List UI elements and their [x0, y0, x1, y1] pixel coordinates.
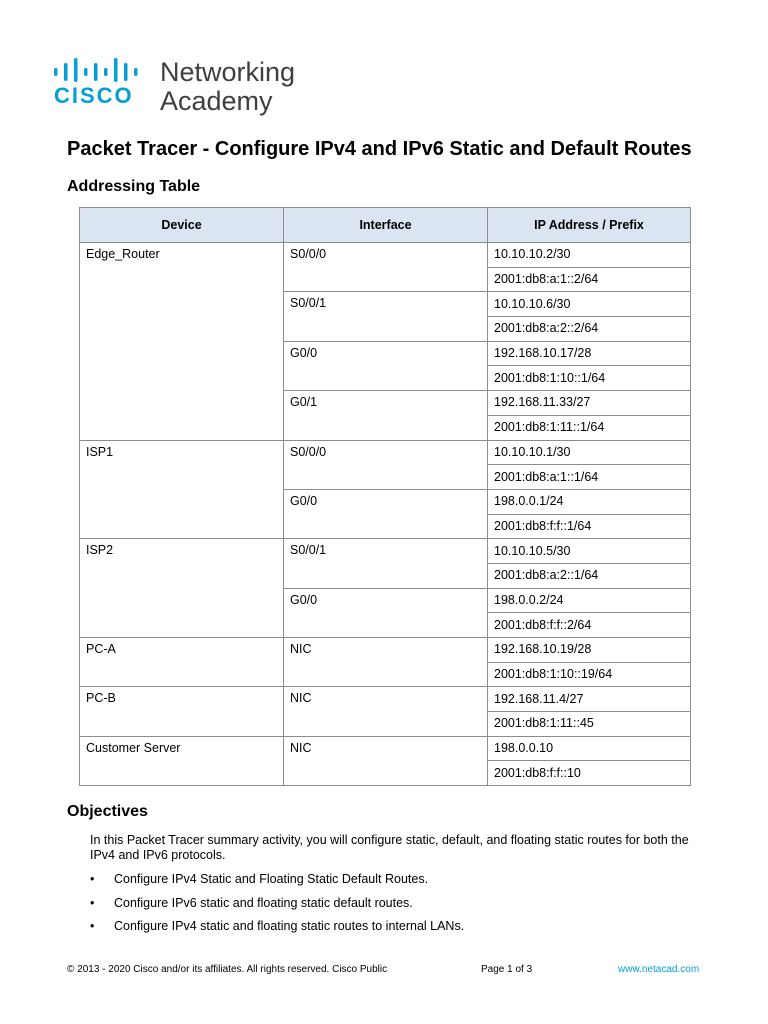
interface-cell: S0/0/0	[284, 243, 488, 292]
ip-address-cell: 2001:db8:a:2::1/64	[488, 563, 691, 588]
ip-address-cell: 192.168.10.17/28	[488, 341, 691, 366]
interface-cell: S0/0/1	[284, 292, 488, 341]
ip-address-cell: 2001:db8:a:1::2/64	[488, 267, 691, 292]
table-row	[80, 687, 691, 712]
table-row	[80, 539, 691, 564]
bullet-icon: •	[90, 872, 95, 886]
addressing-table	[79, 207, 691, 786]
interface-cell: S0/0/0	[284, 440, 488, 489]
footer-page-number: Page 1 of 3	[481, 964, 533, 975]
list-item: • Configure IPv6 static and floating static default routes.	[90, 895, 413, 910]
ip-address-cell: 2001:db8:f:f::2/64	[488, 613, 691, 638]
ip-address-cell: 198.0.0.2/24	[488, 588, 691, 613]
ip-address-cell: 198.0.0.10	[488, 736, 691, 761]
table-row	[80, 638, 691, 663]
ip-address-cell: 192.168.11.4/27	[488, 687, 691, 712]
ip-address-cell: 10.10.10.2/30	[488, 243, 691, 268]
cisco-wordmark: CISCO	[54, 83, 134, 108]
ip-address-cell: 2001:db8:1:11::1/64	[488, 415, 691, 440]
addressing-table-body	[80, 243, 691, 786]
document-title: Packet Tracer - Configure IPv4 and IPv6 Static and Default Routes	[67, 138, 692, 160]
interface-cell: NIC	[284, 638, 488, 687]
ip-address-cell: 2001:db8:f:f::10	[488, 761, 691, 786]
interface-cell: G0/0	[284, 588, 488, 637]
device-cell: PC-B	[80, 687, 284, 736]
bullet-icon: •	[90, 895, 95, 910]
ip-address-cell: 10.10.10.5/30	[488, 539, 691, 564]
ip-address-cell: 2001:db8:1:11::45	[488, 712, 691, 737]
ip-address-cell: 2001:db8:1:10::19/64	[488, 662, 691, 687]
column-header-ip-address: IP Address / Prefix	[488, 208, 691, 243]
table-row	[80, 736, 691, 761]
interface-cell: S0/0/1	[284, 539, 488, 588]
objectives-list	[90, 871, 464, 942]
device-cell: Customer Server	[80, 736, 284, 785]
column-header-interface: Interface	[284, 208, 488, 243]
logo-academy-text: Academy	[160, 86, 273, 116]
addressing-table-heading: Addressing Table	[67, 178, 201, 195]
interface-cell: G0/0	[284, 341, 488, 390]
ip-address-cell: 192.168.11.33/27	[488, 391, 691, 416]
ip-address-cell: 2001:db8:a:2::2/64	[488, 317, 691, 342]
ip-address-cell: 198.0.0.1/24	[488, 489, 691, 514]
table-row	[80, 243, 691, 268]
interface-cell: NIC	[284, 736, 488, 785]
list-item: • Configure IPv4 Static and Floating Static Default Routes.	[90, 872, 429, 886]
interface-cell: NIC	[284, 687, 488, 736]
objectives-intro: In this Packet Tracer summary activity, you will configure static, default, and floating static routes for both the IPv4 and IPv6 protocols.	[90, 833, 689, 862]
column-header-device: Device	[80, 208, 284, 243]
device-cell: ISP2	[80, 539, 284, 638]
bullet-icon: •	[90, 919, 95, 933]
cisco-bars-icon	[54, 58, 148, 82]
table-row	[80, 440, 691, 465]
ip-address-cell: 2001:db8:1:10::1/64	[488, 366, 691, 391]
ip-address-cell: 10.10.10.6/30	[488, 292, 691, 317]
ip-address-cell: 10.10.10.1/30	[488, 440, 691, 465]
ip-address-cell: 2001:db8:a:1::1/64	[488, 465, 691, 490]
list-item: • Configure IPv4 static and floating static routes to internal LANs.	[90, 919, 465, 933]
device-cell: Edge_Router	[80, 243, 284, 441]
ip-address-cell: 2001:db8:f:f::1/64	[488, 514, 691, 539]
footer-copyright: © 2013 - 2020 Cisco and/or its affiliates. All rights reserved. Cisco Public	[67, 964, 388, 975]
logo-networking-text: Networking	[160, 57, 296, 87]
device-cell: ISP1	[80, 440, 284, 539]
ip-address-cell: 192.168.10.19/28	[488, 638, 691, 663]
footer-url-link[interactable]: www.netacad.com	[618, 964, 700, 975]
interface-cell: G0/1	[284, 391, 488, 440]
device-cell: PC-A	[80, 638, 284, 687]
table-header-row	[80, 208, 691, 243]
objectives-heading: Objectives	[67, 803, 148, 820]
interface-cell: G0/0	[284, 489, 488, 538]
